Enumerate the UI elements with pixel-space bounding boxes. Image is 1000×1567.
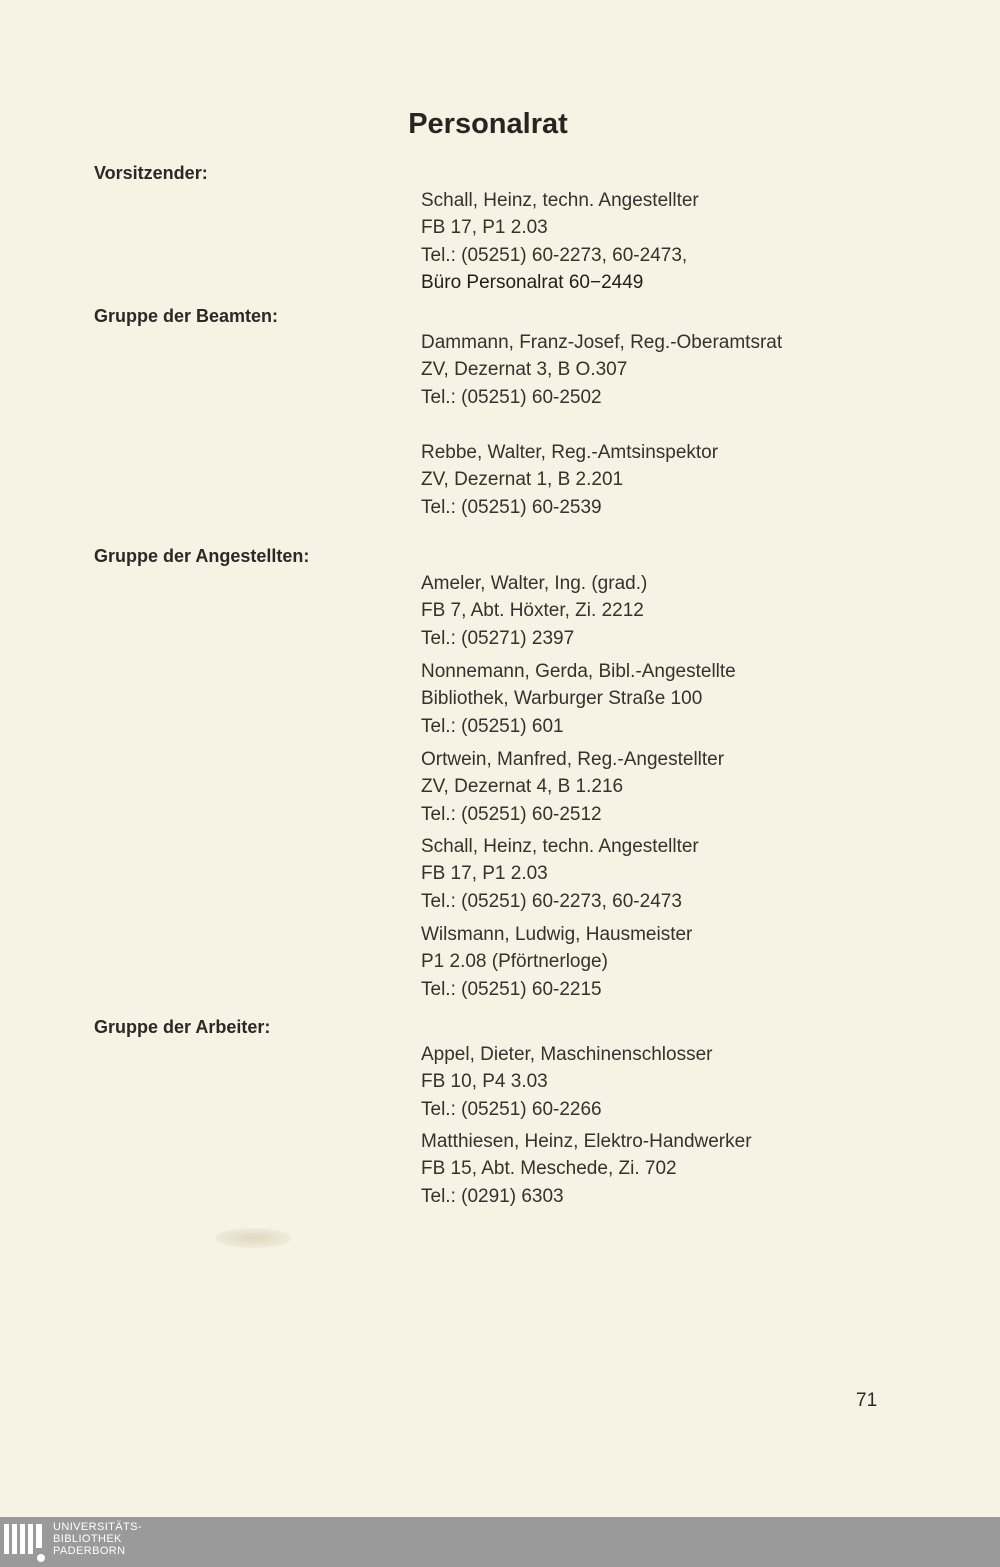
entry-office-phone: Büro Personalrat 60−2449 bbox=[421, 272, 644, 294]
entry-wilsmann bbox=[421, 921, 692, 1003]
group-label-vorsitzender: Vorsitzender: bbox=[94, 163, 208, 183]
entry-name: Ameler, Walter, Ing. (grad.) bbox=[421, 573, 648, 594]
entry-phone: Tel.: (05251) 60-2273, 60-2473, bbox=[421, 244, 688, 266]
entry-appel bbox=[421, 1041, 712, 1123]
entry-phone: Tel.: (05251) 60-2273, 60-2473 bbox=[421, 890, 682, 912]
entry-location: Bibliothek, Warburger Straße 100 bbox=[421, 688, 703, 710]
entry-phone: Tel.: (05251) 60-2266 bbox=[421, 1098, 602, 1120]
entry-rebbe bbox=[421, 439, 718, 521]
entry-name: Matthiesen, Heinz, Elektro-Handwerker bbox=[421, 1131, 752, 1152]
entry-phone: Tel.: (05251) 60-2539 bbox=[421, 496, 602, 518]
entry-location: P1 2.08 (Pförtnerloge) bbox=[421, 951, 608, 973]
page-number: 71 bbox=[856, 1390, 878, 1411]
group-label-arbeiter: Gruppe der Arbeiter: bbox=[94, 1017, 271, 1037]
entry-location: FB 17, P1 2.03 bbox=[421, 863, 548, 885]
entry-phone: Tel.: (05251) 60-2502 bbox=[421, 386, 602, 408]
entry-ortwein bbox=[421, 746, 724, 828]
entry-name: Nonnemann, Gerda, Bibl.-Angestellte bbox=[421, 661, 736, 682]
entry-location: ZV, Dezernat 3, B O.307 bbox=[421, 359, 628, 381]
entry-vorsitz bbox=[421, 187, 699, 297]
entry-location: FB 10, P4 3.03 bbox=[421, 1071, 548, 1093]
logo-line: BIBLIOTHEK bbox=[53, 1533, 122, 1545]
logo-line: PADERBORN bbox=[53, 1545, 126, 1557]
entry-matthiesen bbox=[421, 1128, 752, 1210]
entry-location: FB 15, Abt. Meschede, Zi. 702 bbox=[421, 1158, 677, 1180]
entry-location: FB 7, Abt. Höxter, Zi. 2212 bbox=[421, 600, 644, 622]
entry-name: Wilsmann, Ludwig, Hausmeister bbox=[421, 924, 693, 945]
entry-location: ZV, Dezernat 1, B 2.201 bbox=[421, 469, 624, 491]
paper-smudge bbox=[215, 1228, 291, 1248]
entry-ameler bbox=[421, 570, 647, 652]
entry-name: Ortwein, Manfred, Reg.-Angestellter bbox=[421, 749, 725, 770]
entry-name: Appel, Dieter, Maschinenschlosser bbox=[421, 1044, 713, 1065]
entry-phone: Tel.: (05251) 601 bbox=[421, 715, 564, 737]
entry-name: Schall, Heinz, techn. Angestellter bbox=[421, 836, 699, 857]
entry-phone: Tel.: (05251) 60-2512 bbox=[421, 803, 602, 825]
group-label-angestellten: Gruppe der Angestellten: bbox=[94, 546, 310, 566]
logo-line: UNIVERSITÄTS- bbox=[53, 1521, 142, 1533]
entry-location: ZV, Dezernat 4, B 1.216 bbox=[421, 776, 624, 798]
logo-dot-icon bbox=[37, 1554, 45, 1562]
entry-schall bbox=[421, 833, 699, 915]
entry-phone: Tel.: (0291) 6303 bbox=[421, 1185, 564, 1207]
page-title: Personalrat bbox=[408, 108, 568, 140]
entry-dammann bbox=[421, 329, 782, 411]
entry-name: Dammann, Franz-Josef, Reg.-Oberamtsrat bbox=[421, 332, 783, 353]
entry-location: FB 17, P1 2.03 bbox=[421, 217, 548, 239]
library-footer bbox=[0, 1517, 1000, 1567]
entry-name: Schall, Heinz, techn. Angestellter bbox=[421, 190, 699, 211]
entry-phone: Tel.: (05251) 60-2215 bbox=[421, 978, 602, 1000]
entry-phone: Tel.: (05271) 2397 bbox=[421, 627, 575, 649]
group-label-beamten: Gruppe der Beamten: bbox=[94, 306, 279, 326]
entry-name: Rebbe, Walter, Reg.-Amtsinspektor bbox=[421, 442, 719, 463]
entry-nonnemann bbox=[421, 658, 736, 740]
library-logo-text bbox=[53, 1521, 142, 1557]
